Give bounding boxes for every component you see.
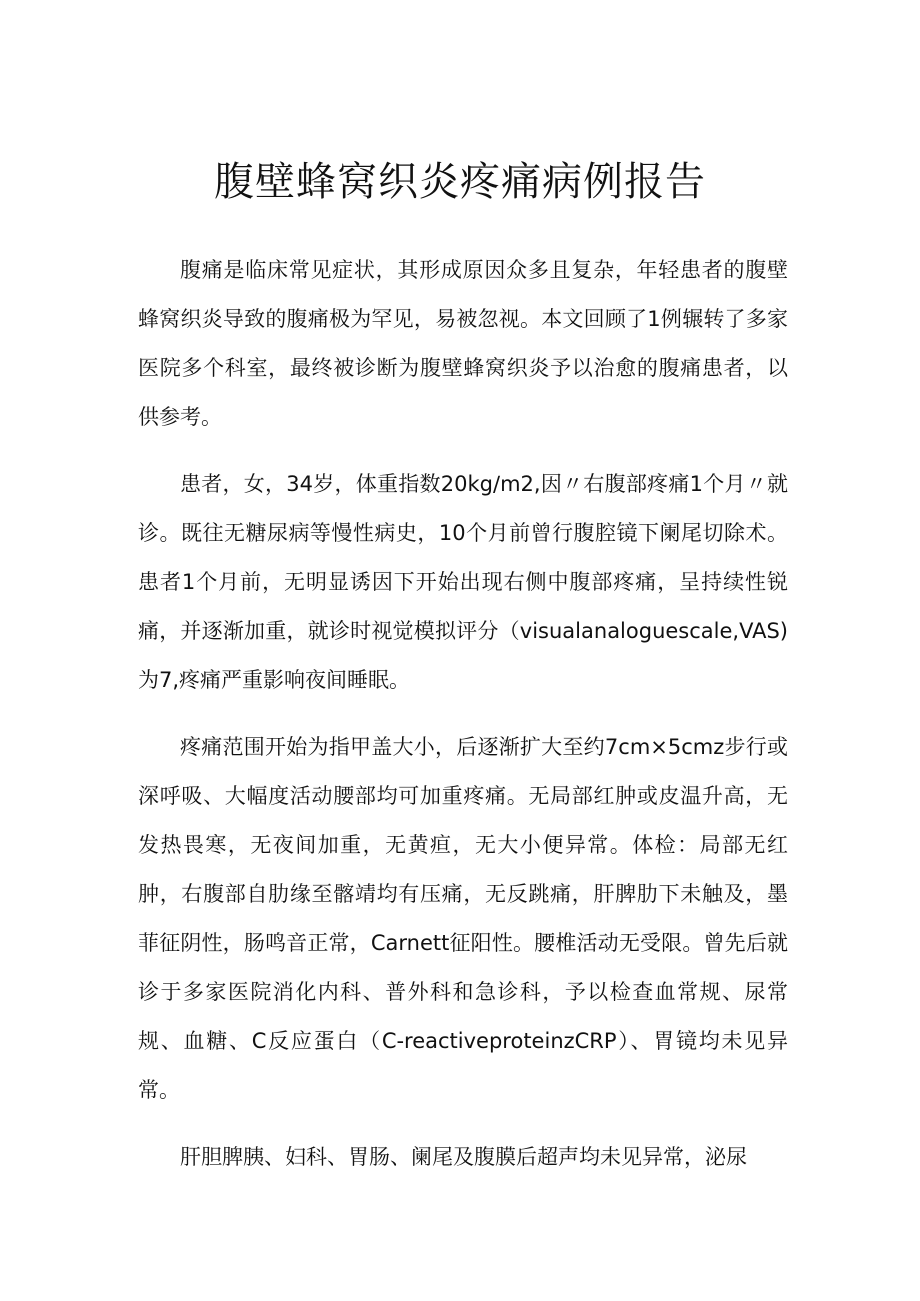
paragraph: 患者，女，34岁，体重指数20kg∕m2,因〃右腹部疼痛1个月〃就诊。既往无糖尿病等慢性病史，10个月前曾行腹腔镜下阑尾切除术。患者1个月前，无明显诱因下开始出现右侧中腹部疼痛，呈持续性锐痛，并逐渐加重，就诊时视觉模拟评分（visualanaloguescale,VAS)为7,疼痛严重影响夜间睡眠。	[138, 472, 788, 692]
paragraph: 疼痛范围开始为指甲盖大小，后逐渐扩大至约7cm×5cmz步行或深呼吸、大幅度活动腰部均可加重疼痛。无局部红肿或皮温升高，无发热畏寒，无夜间加重，无黄疸，无大小便异常。体检：局部无红肿，右腹部自肋缘至髂靖均有压痛，无反跳痛，肝脾肋下未触及，墨菲征阴性，肠鸣音正常，Carnett征阳性。腰椎活动无受限。曾先后就诊于多家医院消化内科、普外科和急诊科，予以检查血常规、尿常规、血糖、C反应蛋白（C-reactiveproteinzCRP）、胃镜均未见异常。	[138, 735, 788, 1102]
paragraph: 肝胆脾胰、妇科、胃肠、阑尾及腹膜后超声均未见异常，泌尿	[180, 1145, 747, 1169]
document-body	[138, 246, 788, 1200]
paragraph: 腹痛是临床常见症状，其形成原因众多且复杂，年轻患者的腹壁蜂窝织炎导致的腹痛极为罕见，易被忽视。本文回顾了1例辗转了多家医院多个科室，最终被诊断为腹壁蜂窝织炎予以治愈的腹痛患者，以供参考。	[138, 258, 788, 429]
document-title: 腹壁蜂窝织炎疼痛病例报告	[214, 159, 706, 205]
